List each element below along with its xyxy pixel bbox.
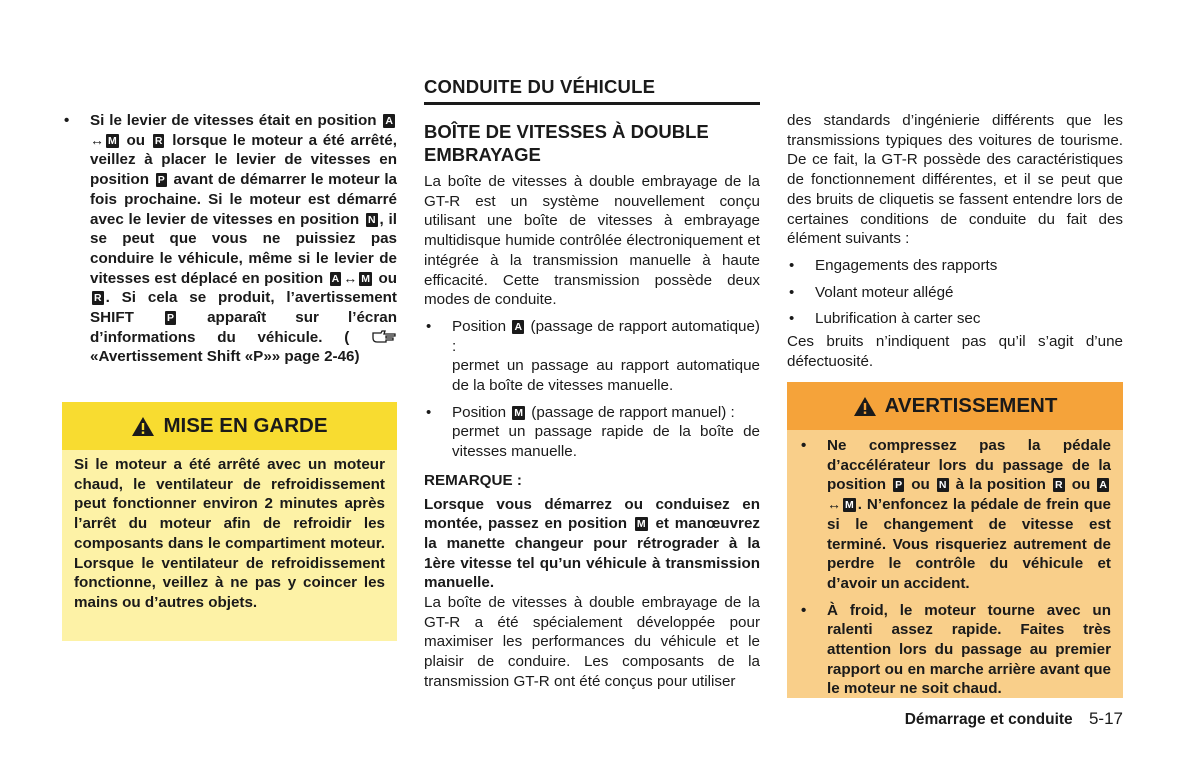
remarque-title: REMARQUE :: [424, 471, 522, 489]
position-a-item: • Position A (passage de rapport automatique) : permet un passage au rapport automatique de la boîte de vitesses manuelle.: [424, 317, 760, 396]
warning-item-1: • Ne compressez pas la pédale d’accélérateur lors du passage de la position P ou N à la position R ou A↔ M . N’enfoncez la pédale de frein que si le changement de vitesse est terminé. Vous risqueriez autrement de perdre le contrôle du véhicule et d’avoir un accident.: [799, 436, 1111, 594]
dct-heading: BOÎTE DE VITESSES À DOUBLE EMBRAYAGE: [424, 121, 709, 165]
key-n-icon: N: [938, 479, 947, 492]
footer-section: Démarrage et conduite: [904, 711, 1073, 728]
key-a-icon: A: [514, 320, 523, 333]
defect-paragraph: Ces bruits n’indiquent pas qu’il s’agit d’une défectuosité.: [787, 333, 1123, 370]
left-column: [62, 111, 397, 367]
key-m-icon: M: [845, 499, 854, 512]
warning-box: [787, 382, 1123, 698]
key-m-icon: M: [361, 272, 370, 285]
key-a-icon: A: [331, 272, 340, 285]
pointing-hand-icon: [371, 330, 397, 344]
caution-title: MISE EN GARDE: [163, 414, 328, 437]
warning-header: [787, 382, 1123, 430]
list-item: • Engagements des rapports: [787, 256, 1123, 276]
key-a-icon: A: [1099, 479, 1107, 492]
key-m-icon: M: [636, 518, 646, 531]
key-p-icon: P: [166, 312, 174, 325]
noise-paragraph: des standards d’ingénierie différents que les transmissions typiques des voitures de tourisme. De ce fait, la GT-R possède des caractéristiques de fonctionnement différentes, et il se peut que des bruits de cliquetis se fassent entendre lors de certaines conditions de conduite du fait des élément suivants :: [787, 112, 1123, 248]
position-m-item: • Position M (passage de rapport manuel) : permet un passage rapide de la boîte de vitesses manuelle.: [424, 403, 760, 462]
key-r-icon: R: [94, 292, 102, 305]
key-m-icon: M: [108, 134, 117, 147]
key-a-icon: A: [385, 115, 393, 127]
key-m-icon: M: [514, 406, 524, 419]
dct-paragraph-2: La boîte de vitesses à double embrayage de la GT-R a été spécialement développée pour maximiser les performances du véhicule et le plaisir de conduire. Les composants de la transmission GT-R ont été conçus pour utiliser: [424, 594, 760, 690]
key-p-icon: P: [157, 174, 165, 187]
section-title: CONDUITE DU VÉHICULE: [424, 76, 760, 105]
page-number: 5-17: [1088, 709, 1123, 728]
right-column: [787, 111, 1123, 371]
shift-bullet: • Si le levier de vitesses était en position A↔ M ou R lorsque le moteur a été arrêté, veillez à placer le levier de vitesses en position P avant de démarrer le moteur la fois prochaine. Si le moteur est démarré avec le levier de vitesses en position N , il se peut que vous ne puissiez pas conduire le véhicule, même si le levier de vitesses est déplacé en position A ↔ M ou R . Si cela se produit, l’avertissement SHIFT P apparaît sur l’écran d’informations du véhicule. ( «Avertissement Shift «P»» page 2-46): [62, 111, 397, 367]
key-p-icon: P: [895, 479, 903, 492]
list-item: • Volant moteur allégé: [787, 283, 1123, 303]
middle-column: [424, 120, 760, 692]
dct-intro: La boîte de vitesses à double embrayage de la GT-R est un système nouvellement conçu utilisant une boîte de vitesses à embrayage multidisque humide contrôlée électroniquement et intégrée à la transmission manuelle à haute efficacité. Cette transmission possède deux modes de conduite.: [424, 173, 760, 309]
list-item: • Lubrification à carter sec: [787, 309, 1123, 329]
warning-item-2: • À froid, le moteur tourne avec un ralenti assez rapide. Faites très attention lors du passage au premier rapport ou en marche arrière avant que le moteur ne soit chaud.: [799, 601, 1111, 700]
warning-triangle-icon: [853, 396, 877, 417]
warning-triangle-icon: [131, 416, 155, 437]
key-r-icon: R: [1055, 479, 1063, 492]
remarque-text: Lorsque vous démarrez ou conduisez en montée, passez en position M et manœuvrez la manette changeur pour rétrograder à la 1ère vitesse tel qu’un véhicule à transmission manuelle.: [424, 495, 760, 592]
page-footer: [905, 709, 1123, 729]
key-n-icon: N: [367, 213, 376, 226]
key-r-icon: R: [154, 134, 163, 147]
caution-text: Si le moteur a été arrêté avec un moteur chaud, le ventilateur de refroidissement peut fonctionner environ 2 minutes après l’arrêt du moteur afin de refroidir les composants dans le compartiment moteur. Lorsque le ventilateur de refroidissement fonctionne, veillez à ne pas y coincer les mains ou d’autres objets.: [74, 456, 385, 611]
warning-title: AVERTISSEMENT: [884, 394, 1058, 417]
caution-box: [62, 402, 397, 641]
caution-header: [62, 402, 397, 450]
